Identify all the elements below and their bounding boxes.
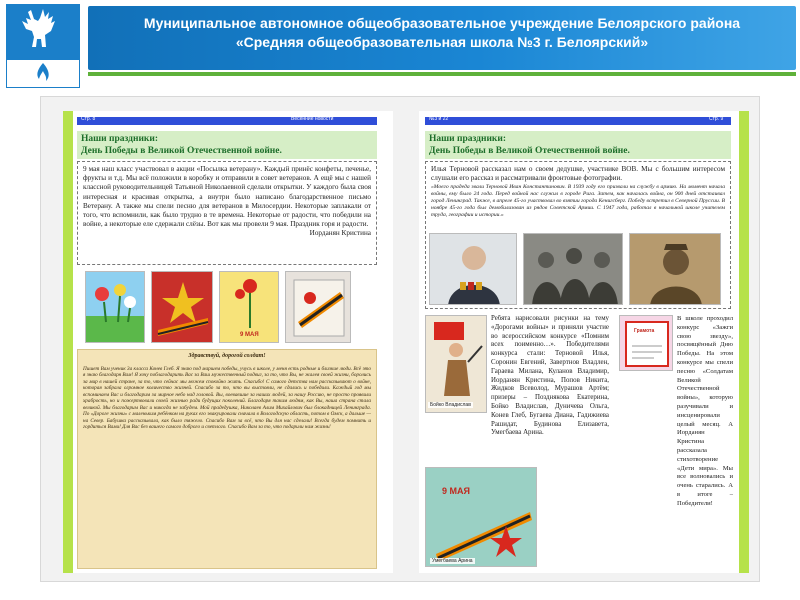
certificate-image xyxy=(619,315,673,371)
district-logo xyxy=(6,4,80,88)
concert-text: В школе проходил конкурс «Зажги свою звезду», посвящённый Дню Победы. На этом конкурсе мы спели песню «Солдатам Великой Отечественной войны», которую разучивали и инсценировали целый месяц. А Иорданян Кристина рассказала стихотворение «Дети мира». Мы все волновались и очень старались. А в итоге – Победители! xyxy=(677,315,733,507)
flowers-illustration xyxy=(86,272,145,343)
postcard-9-may xyxy=(219,271,279,343)
section-label: №3 и 22 xyxy=(429,116,449,122)
flame-icon xyxy=(7,60,79,86)
page-number: Стр. 9 xyxy=(709,116,724,122)
certificate-title: Грамота xyxy=(634,328,655,334)
postcard-signature: Умегбаева Арина xyxy=(432,558,473,564)
school-title-line1: Муниципальное автономное общеобразовательное учреждение Белоярского района xyxy=(143,15,741,31)
veteran-portrait xyxy=(430,234,517,305)
contest-text: Ребята нарисовали рисунки на тему «Дорогами войны» и приняли участие во всероссийском конкурсе «Помним всех поименно…». Победителями конкурса стали: Терновой Илья, Соронин Евгений, Завертнов Владлен, Гараева Милана, Куланов Владимир, Иорданян Кристина, Попов Никита, Жидков Всеволод, Мурашов Артём; призеры – Позднякова Екатерина, Бойко Владислав, Дуничева Ольга, Конев Глеб, Бугаева Диана, Гадижиева Рашидат, Будинова Елизавета, Умегбаева Арина. xyxy=(491,315,609,437)
postcard-ribbon xyxy=(285,271,351,343)
soldier-portrait-sepia xyxy=(630,234,721,305)
newspaper-page-left xyxy=(63,111,393,573)
article-box xyxy=(77,161,377,265)
soldier-drawing-illustration xyxy=(426,316,487,413)
article-author: Иорданян Кристина xyxy=(309,229,371,238)
logo-flame-area xyxy=(6,60,80,88)
veteran-photo-3 xyxy=(629,233,721,305)
postcard-9-may-2 xyxy=(425,467,537,567)
st-george-ribbon-illustration xyxy=(286,272,351,343)
page-edge-strip xyxy=(739,111,749,573)
drawing-caption: Бойко Владислав xyxy=(430,402,471,408)
page-header-strip xyxy=(425,117,731,125)
school-title-line2: «Средняя общеобразовательная школа №3 г. Белоярский» xyxy=(235,34,649,50)
section-heading: Наши праздники: xyxy=(81,134,159,144)
postcard-caption: 9 МАЯ xyxy=(442,486,470,496)
page-number: Стр. 8 xyxy=(81,116,96,122)
certificate-illustration xyxy=(620,316,673,371)
school-title xyxy=(88,14,796,52)
veteran-quote: «Моего прадеда звали Терновой Иван Константинович. В 1939 году его призвали на службу в армию. На момент начала войны, ему было 24 года. Перед войной нас служил в городе Рига. Затем, как началась война, он 900 дней отстаивал город Ленинград. Также, в апреле 45-го участвовал во взятии города Кенигсберг. Победу встретил в Северной Пруссии. В ноябре 45-го года был демобилизован из рядов Советской Армии. С 1947 года, работал в начальной школе учителем труда, географии и истории.» xyxy=(431,184,725,219)
page-edge-strip xyxy=(63,111,73,573)
school-title-bar xyxy=(88,6,796,70)
veteran-intro: Илья Терновой рассказал нам о своем дедушке, участнике ВОВ. Мы с большим интересом слушали его рассказ и рассматривали фронтовые фотографии. xyxy=(431,165,725,183)
section-label: Весенние новости xyxy=(291,116,334,122)
section-subheading: День Победы в Великой Отечественной войне. xyxy=(429,146,630,156)
newspaper-page-right xyxy=(419,111,749,573)
newspaper-spread xyxy=(40,96,760,582)
article-text: 9 мая наш класс участвовал в акции «Посылка ветерану». Каждый принёс конфеты, печенье, фрукты и т.д. Мы всё положили в коробку и отправили в совет ветеранов. А ещё мы с нашей классной руководительницей Татьяной Николаевной сделали открытки. У каждого была своя интересная и красивая открытка, а внутри было написано благодарственное письмо Ветерану. А также мы спели песню для ветеранов в Милосердии. Некоторые заплакали от того, что вспомнили, как было трудно в те времена. Некоторые от радости, что победили на войне, а некоторые еле сдержали слёзы. Вот как мы провели 9 мая. Праздник горя и радости. xyxy=(83,165,371,229)
soldier-letter xyxy=(77,349,377,569)
veteran-photo-1 xyxy=(429,233,517,305)
postcard-star xyxy=(151,271,213,343)
header xyxy=(0,0,800,92)
star-ribbon-illustration xyxy=(152,272,213,343)
veteran-photo-2 xyxy=(523,233,623,305)
green-divider xyxy=(88,72,796,76)
letter-body: Пишет Вам ученик 3а класса Конев Глеб. Я знаю под маршем победы, учусь в школе, у меня есть родные и близкие люди. Всё это я знаю благодаря Вам! Я хочу поблагодарить Вас за Ваш мужественный подвиг, за то, что Вы, не жалея своей жизни, боролись за мир в нашей стране, за то, что сейчас мы можем спокойно жить. Спасибо! С самого детства нам рассказывают о войне, которая забрала огромное количество жизней. Спасибо за то, что вы выстояли, не сдались и победили. Каждый год мы вспоминаем Вас и благодарим за мирное небо над головой. Вы, воевавшие за наших людей, за нашу Россию, не просто проявили храбрость, но и пожертвовали своей жизнью ради будущих поколений. Благодаря таким людям, как Вы, наша страна стала великой. Мы благодарим Вас и никогда не забудем. Мой прадедушка, Николаев Алим Михайлович был блокадницей Ленинграда. По «Дороге жизни» с маленьким ребёнком на руках его эвакуировали сначала в Вологодскую область, потом в Омск, а дальше — на Север. Бабушка рассказывала, как было тяжело. Спасибо Вам за всё, что Вы для нас сделали! Всегда будем помнить и гордиться Вами! Для Вас без вашего самого доброго и светлого. Спасибо Вам за то, что подарили нам жизнь! xyxy=(83,365,371,430)
section-subheading: День Победы в Великой Отечественной войне. xyxy=(81,146,282,156)
victory-card-illustration xyxy=(426,468,537,567)
soldiers-group-photo xyxy=(524,234,623,305)
drawing-soldier xyxy=(425,315,487,413)
logo-emblem-area xyxy=(6,4,80,60)
section-heading: Наши праздники: xyxy=(429,134,507,144)
letter-greeting: Здравствуй, дорогой солдат! xyxy=(188,353,266,359)
deer-icon xyxy=(6,4,80,60)
postcard-flowers xyxy=(85,271,145,343)
postcard-caption: 9 МАЯ xyxy=(240,332,259,338)
